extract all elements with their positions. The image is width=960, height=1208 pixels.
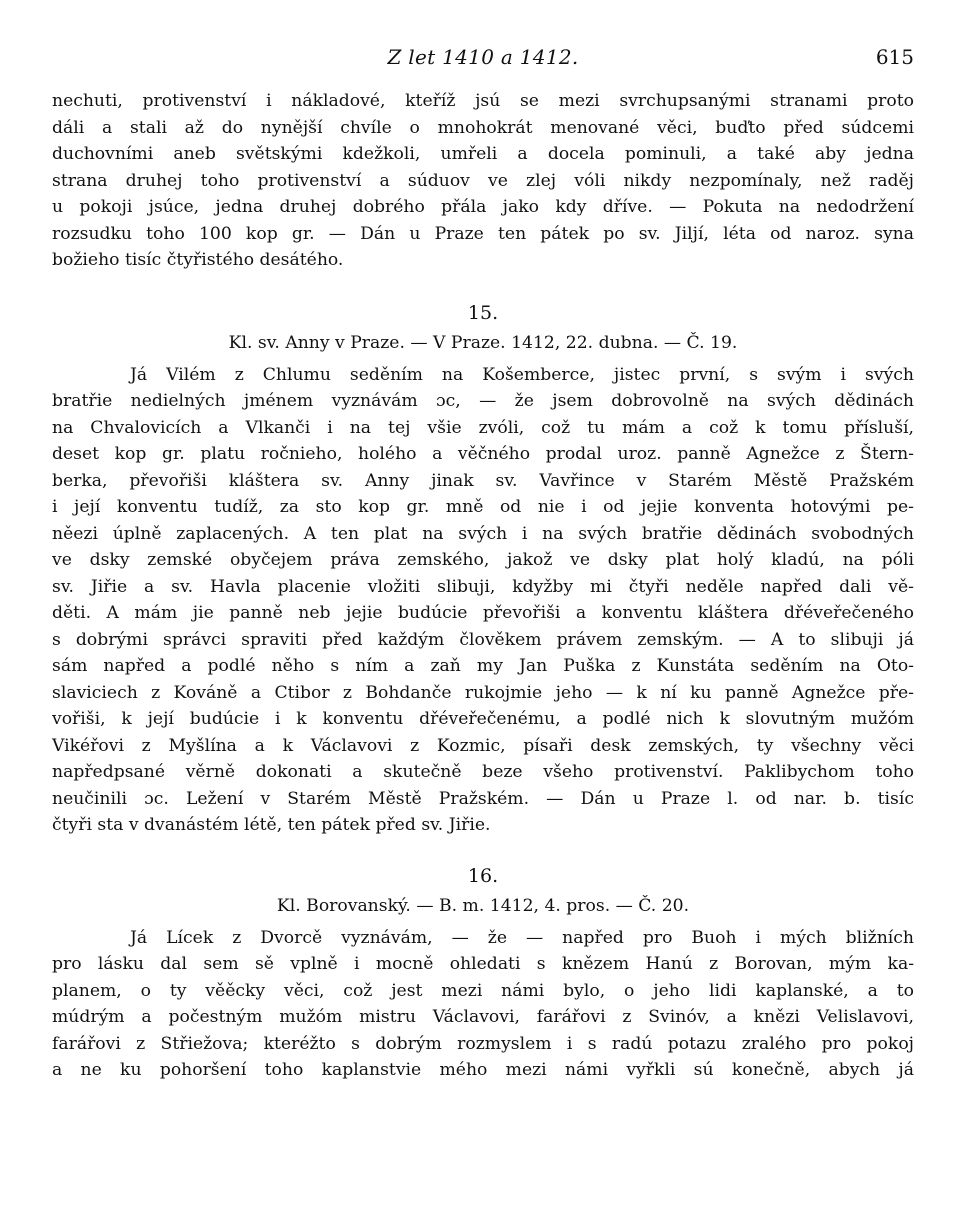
- document-number: 15.: [467, 301, 499, 324]
- text-line: ve dsky zemské obyčejem práva zemského, jakož ve dsky plat holý kladú, na póli: [52, 550, 914, 570]
- text-line: bratřie nedielných jménem vyznávám ɔc, — že jsem dobrovolně na svých dědinách: [52, 391, 914, 411]
- text-line: Já Vilém z Chlumu seděním na Košemberce, jistec první, s svým i svých: [130, 364, 914, 385]
- text-line: něezi úplně zaplacených. A ten plat na svých i na svých bratřie dědinách svobodných: [52, 523, 914, 544]
- document-number: 16.: [467, 864, 499, 887]
- running-head: Z let 1410 a 1412.: [387, 45, 579, 69]
- text-line: pro lásku dal sem sě vplně i mocně ohledati s knězem Hanú z Borovan, mým ka-: [52, 954, 914, 974]
- text-line: božieho tisíc čtyřistého desátého.: [52, 250, 344, 270]
- text-line: nechuti, protivenství i nákladové, kteříž jsú se mezi svrchupsanými stranami proto: [52, 91, 914, 111]
- text-line: berka, převořiši kláštera sv. Anny jinak sv. Vavřince v Starém Městě Pražském: [52, 470, 914, 491]
- text-line: Vikéřovi z Myšlína a k Václavovi z Kozmic, písaři desk zemských, ty všechny věci: [52, 735, 914, 756]
- text-line: s dobrými správci spraviti před každým člověkem právem zemským. — A to slibuji já: [52, 629, 914, 650]
- text-line: i její konventu tudíž, za sto kop gr. mně od nie i od jejie konventa hotovými pe-: [52, 497, 914, 517]
- text-line: vořiši, k její budúcie i k konventu dřéveřečenému, a podlé nich k slovutným mužóm: [52, 709, 914, 729]
- text-line: děti. A mám jie panně neb jejie budúcie převořiši a konventu kláštera dřéveřečeného: [52, 603, 914, 623]
- document-16: [52, 861, 914, 1084]
- text-line: dáli a stali až do nynější chvíle o mnohokrát menované věci, buďto před súdcemi: [52, 117, 914, 138]
- page-header: [52, 42, 914, 72]
- text-line: a ne ku pohoršení toho kaplanstvie mého mezi námi vyřkli sú konečně, abych já: [52, 1060, 914, 1080]
- document-source-line: Kl. sv. Anny v Praze. — V Praze. 1412, 22. dubna. — Č. 19.: [228, 332, 738, 353]
- text-line: slaviciech z Kováně a Ctibor z Bohdanče rukojmie jeho — k ní ku panně Agnežce pře-: [52, 682, 914, 703]
- continued-paragraph: [52, 88, 914, 274]
- text-line: Já Lícek z Dvorcě vyznávám, — že — napřed pro Buoh i mých bližních: [130, 927, 914, 948]
- text-line: neučinili ɔc. Ležení v Starém Městě Pražském. — Dán u Praze l. od nar. b. tisíc: [52, 788, 914, 809]
- text-line: u pokoji jsúce, jedna druhej dobrého přála jako kdy dříve. — Pokuta na nedodržení: [52, 197, 914, 217]
- page-number: 615: [875, 45, 914, 69]
- text-line: napředpsané věrně dokonati a skutečně beze všeho protivenství. Paklibychom toho: [52, 762, 914, 782]
- text-line: na Chvalovicích a Vlkanči i na tej všie zvóli, což tu mám a což k tomu přísluší,: [52, 417, 914, 438]
- text-line: sv. Jiřie a sv. Havla placenie vložiti slibuji, kdyžby mi čtyři neděle napřed dali vě-: [52, 576, 914, 597]
- text-line: farářovi z Střiežova; kteréžto s dobrým rozmyslem i s radú potazu zralého pro pokoj: [52, 1033, 914, 1054]
- document-15: [52, 298, 914, 839]
- text-line: deset kop gr. platu ročnieho, holého a věčného prodal uroz. panně Agnežce z Štern-: [52, 444, 914, 464]
- text-line: múdrým a počestným mužóm mistru Václavovi, farářovi z Svinóv, a knězi Velislavovi,: [52, 1007, 914, 1027]
- text-line: čtyři sta v dvanástém létě, ten pátek před sv. Jiřie.: [52, 815, 491, 835]
- text-line: strana druhej toho protivenství a súduov ve zlej vóli nikdy nezpomínaly, než raděj: [52, 170, 914, 191]
- text-line: planem, o ty věěcky věci, což jest mezi námi bylo, o jeho lidi kaplanské, a to: [52, 980, 914, 1001]
- document-source-line: Kl. Borovanský. — B. m. 1412, 4. pros. — Č. 20.: [276, 895, 690, 916]
- body-text: [52, 88, 914, 1084]
- text-line: duchovními aneb světskými kdežkoli, umřeli a docela pominuli, a také aby jedna: [52, 144, 914, 164]
- text-line: sám napřed a podlé něho s ním a zaň my Jan Puška z Kunstáta seděním na Oto-: [52, 656, 914, 676]
- text-line: rozsudku toho 100 kop gr. — Dán u Praze ten pátek po sv. Jiljí, léta od naroz. syna: [52, 223, 914, 244]
